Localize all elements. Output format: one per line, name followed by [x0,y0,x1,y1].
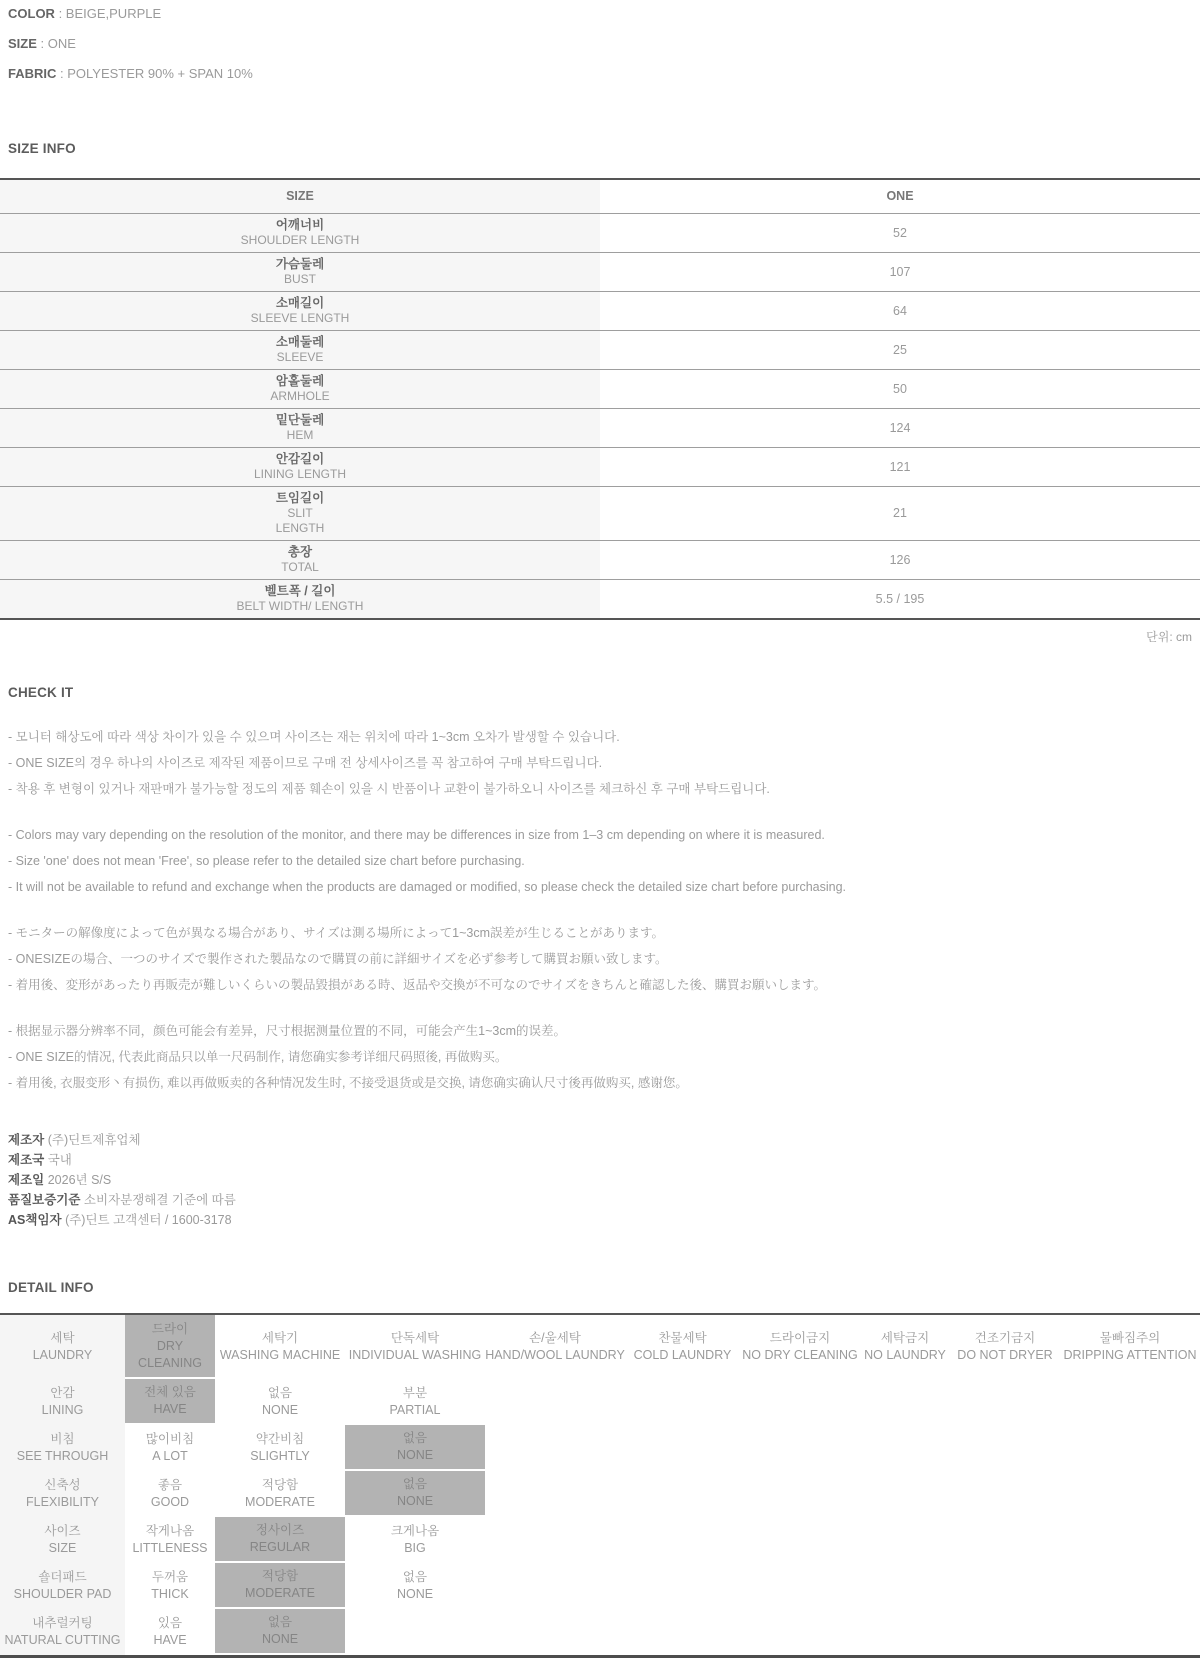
detail-option-kr: 세탁기 [261,1331,299,1345]
size-table-row [0,580,1200,620]
size-row-label-cell [0,292,600,331]
detail-row-label-kr: 세탁 [50,1331,75,1345]
detail-option-kr: 크게나옴 [390,1524,440,1538]
size-row-label-cell [0,370,600,409]
size-info-heading: SIZE INFO [8,141,76,156]
size-row-value-cell: 126 [600,541,1200,580]
detail-option-en: DO NOT DRYER [957,1348,1053,1362]
manufacturer-value: 국내 [44,1153,72,1167]
size-row-label-en: SLEEVE [276,350,324,364]
detail-row-label-en: LINING [41,1403,84,1417]
detail-row-label-en: NATURAL CUTTING [4,1633,121,1647]
manufacturer-value: 2026년 S/S [44,1173,112,1187]
detail-option-en: NONE [396,1494,434,1508]
size-row-value-cell: 25 [600,331,1200,370]
detail-row-label-kr: 사이즈 [44,1524,81,1538]
manufacturer-value: 소비자분쟁해결 기준에 따름 [80,1193,236,1207]
check-note-line: - 모니터 해상도에 따라 색상 차이가 있을 수 있으며 사이즈는 재는 위치에 따라 1~3cm 오차가 발생할 수 있습니다. [8,730,620,744]
detail-option-kr: 손/울세탁 [529,1331,581,1345]
size-row-label-cell [0,580,600,620]
size-table-header-row [0,179,1200,214]
detail-option-en: NONE [396,1587,434,1601]
size-row-label-kr: 밑단둘레 [275,413,325,427]
detail-option-cell [345,1563,485,1609]
detail-option-kr: 부분 [402,1386,428,1400]
size-row-label-kr: 총장 [287,545,313,559]
detail-option-kr: 없음 [402,1477,428,1491]
detail-option-kr: 약간비침 [255,1432,305,1446]
detail-row-label-en: SEE THROUGH [16,1449,109,1463]
detail-option-kr: 정사이즈 [255,1523,305,1537]
detail-option-en: MODERATE [245,1586,315,1600]
check-note-line: - ONESIZEの場合、一つのサイズで製作された製品なので購買の前に詳細サイズを必ず参考して購買お願い致します。 [8,952,668,966]
detail-option-cell [625,1315,740,1379]
size-row-label-en: SLEEVE LENGTH [250,311,350,325]
unit-note: 단위: cm [1146,630,1192,644]
check-note-block [8,724,1192,802]
size-row-value-cell: 50 [600,370,1200,409]
detail-option-kr: 드라이금지 [769,1331,831,1345]
detail-option-kr: 찬물세탁 [658,1331,707,1345]
detail-option-cell [345,1315,485,1379]
detail-option-cell [215,1425,345,1471]
size-row-label-kr: 어깨너비 [275,218,325,232]
manufacturer-line [8,1210,1192,1230]
size-row-value-cell: 52 [600,214,1200,253]
detail-row-label [0,1425,125,1471]
size-row-value-cell: 124 [600,409,1200,448]
size-row-label-kr: 벨트폭 / 길이 [264,584,336,598]
detail-option-en: NO LAUNDRY [864,1348,946,1362]
size-row-label-en: SLIT LENGTH [275,506,325,535]
manufacturer-label: 품질보증기준 [8,1193,81,1207]
detail-option-en: A LOT [152,1449,188,1463]
detail-option-kr: 없음 [402,1431,428,1445]
size-row-label-cell [0,448,600,487]
manufacturer-value: (주)딘트 고객센터 / 1600-3178 [61,1213,232,1227]
detail-row-label-kr: 숄더패드 [38,1570,87,1584]
detail-option-kr: 없음 [402,1570,428,1584]
size-row-label-en: ARMHOLE [270,389,330,403]
detail-option-cell-selected [345,1471,485,1515]
detail-row-label-en: SHOULDER PAD [13,1587,112,1601]
detail-row-label [0,1379,125,1425]
spec-line [8,36,1192,51]
spec-label: SIZE [8,36,37,51]
detail-row-label-kr: 내추럴커팅 [32,1616,93,1630]
detail-option-cell [345,1517,485,1563]
size-table-row [0,331,1200,370]
manufacturer-label: 제조자 [8,1133,45,1147]
spec-label: COLOR [8,6,55,21]
size-row-label-kr: 소매둘레 [275,335,325,349]
size-table-row [0,409,1200,448]
check-note-line: - Size 'one' does not mean 'Free', so please refer to the detailed size chart before purchasing. [8,854,525,868]
size-table-row [0,292,1200,331]
detail-option-cell [125,1471,215,1517]
detail-option-kr: 있음 [157,1616,183,1630]
check-note-line: - 着用後、変形があったり再販売が難しいくらいの製品毀損がある時、返品や交換が不可なのでサイズをきちんと確認した後、購買お願いします。 [8,978,827,992]
detail-option-cell-selected [345,1425,485,1469]
size-row-value-cell: 5.5 / 195 [600,580,1200,620]
detail-row-label-kr: 신축성 [44,1478,81,1492]
detail-info-heading: DETAIL INFO [8,1280,94,1295]
detail-option-cell [125,1563,215,1609]
size-row-value-cell: 64 [600,292,1200,331]
detail-option-kr: 전체 있음 [144,1385,196,1399]
detail-option-kr: 많이비침 [145,1432,195,1446]
size-row-value-cell: 121 [600,448,1200,487]
detail-option-en: GOOD [150,1495,190,1509]
detail-option-cell [125,1425,215,1471]
check-note-block [8,920,1192,998]
spec-value: : ONE [36,36,76,51]
detail-option-en: THICK [151,1587,189,1601]
detail-option-kr: 적당함 [261,1478,299,1492]
detail-option-en: HAND/WOOL LAUNDRY [485,1348,625,1362]
detail-row-label-kr: 비침 [50,1432,75,1446]
detail-row-label-en: LAUNDRY [32,1348,93,1362]
detail-option-cell [1060,1315,1200,1379]
size-table [0,178,1200,620]
check-note-block [8,1018,1192,1096]
detail-row-label [0,1609,125,1655]
detail-option-en: DRIPPING ATTENTION [1063,1348,1197,1362]
detail-option-en: HAVE [153,1633,187,1647]
detail-option-en: COLD LAUNDRY [633,1348,732,1362]
size-row-value-cell: 21 [600,487,1200,541]
size-row-label-kr: 트임길이 [275,491,325,505]
size-row-label-cell [0,487,600,541]
detail-row-label [0,1563,125,1609]
size-table-row [0,370,1200,409]
detail-row-label [0,1517,125,1563]
detail-row-label-en: SIZE [48,1541,77,1555]
spec-value: : POLYESTER 90% + SPAN 10% [56,66,253,81]
detail-option-cell [740,1315,860,1379]
size-row-label-kr: 안감길이 [275,452,325,466]
size-header-value-cell [600,179,1200,214]
spec-line [8,66,1192,81]
detail-option-en: DRY CLEANING [138,1338,202,1370]
detail-option-en: WASHING MACHINE [219,1348,341,1362]
size-table-row [0,487,1200,541]
detail-option-cell [215,1379,345,1425]
detail-option-en: REGULAR [249,1540,311,1554]
detail-option-en: NONE [261,1632,299,1646]
detail-option-en: SLIGHTLY [250,1449,310,1463]
detail-row-label [0,1315,125,1379]
detail-option-kr: 없음 [267,1386,293,1400]
size-table-row [0,448,1200,487]
detail-option-kr: 단독세탁 [390,1331,440,1345]
detail-row-label-kr: 안감 [50,1386,75,1400]
detail-option-cell [860,1315,950,1379]
check-note-line: - 착용 후 변형이 있거나 재판매가 불가능할 정도의 제품 훼손이 있을 시 반품이나 교환이 불가하오니 사이즈를 체크하신 후 구매 부탁드립니다. [8,782,770,796]
size-row-label-cell [0,253,600,292]
manufacturer-info [0,1130,1200,1230]
manufacturer-label: 제조일 [8,1173,45,1187]
manufacturer-label: AS책임자 [8,1213,62,1227]
detail-option-en: NONE [261,1403,299,1417]
size-header-value: ONE [886,189,914,203]
detail-option-cell [125,1609,215,1655]
manufacturer-line [8,1190,1192,1210]
detail-option-cell-selected [215,1609,345,1653]
detail-option-cell [215,1315,345,1379]
size-row-label-cell [0,541,600,580]
size-row-label-cell [0,331,600,370]
detail-option-cell-selected [215,1517,345,1561]
spec-label: FABRIC [8,66,57,81]
manufacturer-line [8,1170,1192,1190]
size-header-label: SIZE [286,189,314,203]
detail-option-kr: 없음 [267,1615,293,1629]
spec-line [8,6,1192,21]
detail-option-kr: 좋음 [157,1478,183,1492]
check-it-notes [0,724,1200,1096]
size-row-label-kr: 가슴둘레 [275,257,325,271]
check-note-line: - ONE SIZE的情况, 代表此商品只以单一尺码制作, 请您确实参考详细尺码照後, 再做购买。 [8,1050,508,1064]
size-table-row [0,253,1200,292]
detail-row-label [0,1471,125,1517]
detail-option-kr: 드라이 [151,1321,189,1336]
detail-option-cell [485,1315,625,1379]
check-note-line: - It will not be available to refund and exchange when the products are damaged or modified, so please check the detailed size chart before purchasing. [8,880,847,894]
check-note-line: - 根据显示器分辨率不同，颜色可能会有差异，尺寸根据测量位置的不同，可能会产生1~3cm的误差。 [8,1024,567,1038]
size-row-label-en: BELT WIDTH/ LENGTH [236,599,364,613]
check-it-heading: CHECK IT [8,685,74,700]
size-row-label-en: SHOULDER LENGTH [240,233,360,247]
detail-option-cell-selected [125,1379,215,1423]
detail-option-kr: 물빠짐주의 [1099,1331,1161,1345]
size-row-label-cell [0,409,600,448]
spec-value: : BEIGE,PURPLE [54,6,162,21]
check-note-block [8,822,1192,900]
detail-option-cell [125,1517,215,1563]
detail-option-cell-selected [215,1563,345,1607]
size-row-label-cell [0,214,600,253]
size-row-value-cell: 107 [600,253,1200,292]
detail-row-label-en: FLEXIBILITY [26,1495,99,1509]
detail-option-en: LITTLENESS [132,1541,208,1555]
check-note-line: - Colors may vary depending on the resolution of the monitor, and there may be differences in size from 1–3 cm depending on where it is measured. [8,828,825,842]
size-row-label-kr: 소매길이 [275,296,325,310]
detail-option-en: NO DRY CLEANING [742,1348,858,1362]
detail-option-en: BIG [404,1541,426,1555]
detail-option-en: PARTIAL [389,1403,441,1417]
detail-option-cell-selected [125,1315,215,1377]
product-spec-list [0,0,1200,81]
manufacturer-value: (주)딘트제휴업체 [44,1133,141,1147]
size-row-label-kr: 암홀둘레 [275,374,325,388]
detail-option-kr: 작게나옴 [145,1524,195,1538]
size-header-label-cell [0,179,600,214]
detail-option-kr: 세탁금지 [880,1331,930,1345]
size-table-row [0,541,1200,580]
size-row-label-en: LINING LENGTH [253,467,346,481]
detail-option-en: INDIVIDUAL WASHING [348,1348,482,1362]
detail-info-table [0,1313,1200,1658]
detail-option-en: MODERATE [245,1495,315,1509]
check-note-line: - ONE SIZE의 경우 하나의 사이즈로 제작된 제품이므로 구매 전 상세사이즈를 꼭 참고하여 구매 부탁드립니다. [8,756,603,770]
manufacturer-line [8,1150,1192,1170]
size-row-label-en: TOTAL [281,560,319,574]
detail-option-cell [950,1315,1060,1379]
size-table-row [0,214,1200,253]
detail-option-en: HAVE [153,1402,187,1416]
manufacturer-label: 제조국 [8,1153,45,1167]
size-row-label-en: BUST [283,272,316,286]
detail-option-en: NONE [396,1448,434,1462]
check-note-line: - 着用後, 衣服变形丶有损伤, 难以再做贩卖的各种情况发生时, 不接受退货或是交换, 请您确实确认尺寸後再做购买, 感谢您。 [8,1076,688,1090]
detail-option-cell [345,1379,485,1425]
detail-option-kr: 적당함 [261,1569,299,1583]
size-row-label-en: HEM [286,428,314,442]
manufacturer-line [8,1130,1192,1150]
detail-option-cell [215,1471,345,1517]
detail-option-kr: 두꺼움 [151,1570,189,1584]
check-note-line: - モニターの解像度によって色が異なる場合があり、サイズは測る場所によって1~3cm誤差が生じることがあります。 [8,926,665,940]
detail-option-kr: 건조기금지 [974,1331,1036,1345]
